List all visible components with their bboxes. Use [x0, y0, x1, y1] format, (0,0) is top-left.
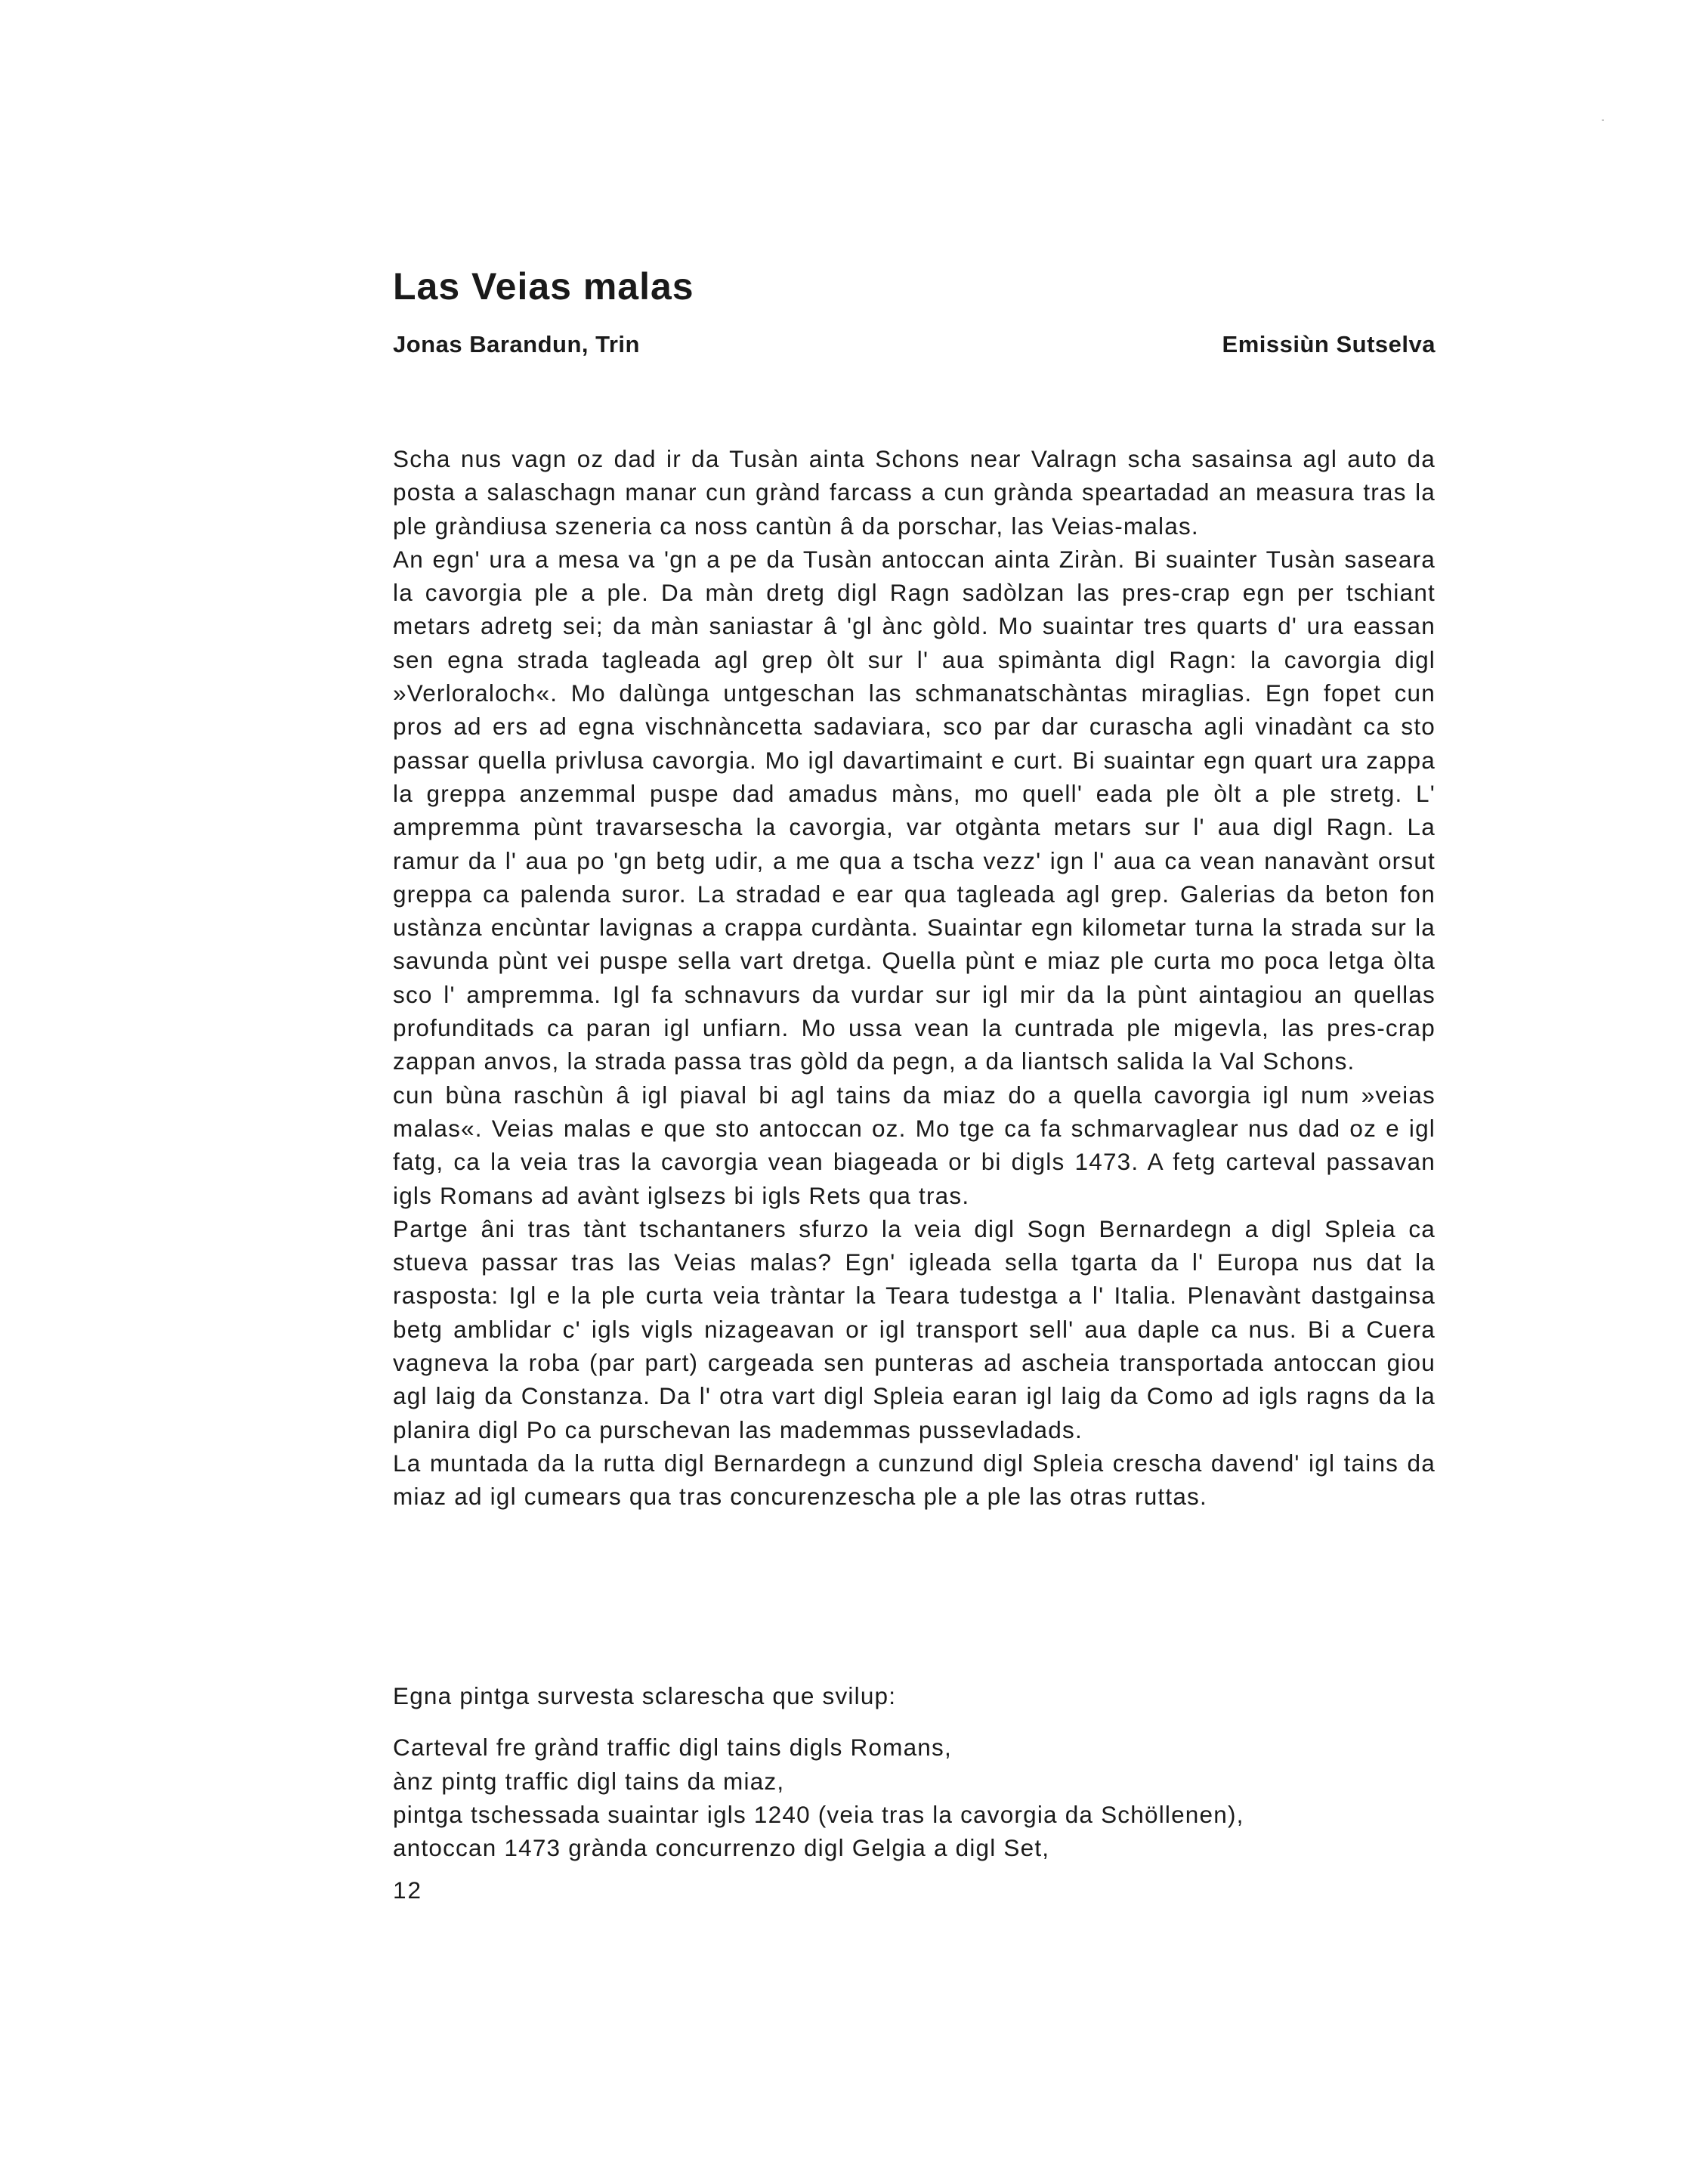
paragraph-3: cun bùna raschùn â igl piaval bi agl tains da miaz do a quella cavorgia igl num »veias malas«. Veias malas e que sto antoccan oz. Mo tge ca fa schmarvaglear nus dad oz e igl fatg, ca la veia tras la cavorgia vean biageada or bi digls 1473. A fetg carteval passavan igls Romans ad avànt iglsezs bi igls Rets qua tras.	[393, 1081, 1436, 1209]
survey-section	[393, 1679, 1436, 1864]
article-body	[393, 442, 1436, 1514]
survey-line: pintga tschessada suaintar igls 1240 (veia tras la cavorgia da Schöllenen),	[393, 1800, 1244, 1828]
page-number: 12	[393, 1876, 423, 1904]
survey-line: ànz pintg traffic digl tains da miaz,	[393, 1767, 785, 1795]
paragraph-2: An egn' ura a mesa va 'gn a pe da Tusàn antoccan ainta Ziràn. Bi suainter Tusàn saseara la cavorgia ple a ple. Da màn dretg digl Ragn sadòlzan las pres-crap egn per tschiant metars adretg sei; da màn saniastar â 'gl ànc gòld. Mo suaintar tres quarts d' ura eassan sen egna strada tagleada agl grep òlt sur l' aua spimànta digl Ragn: la cavorgia digl »Verloraloch«. Mo dalùnga untgeschan las schmanatschàntas miraglias. Egn fopet cun pros ad ers ad egna vischnàncetta sadaviara, sco par dar curascha agli vinadànt ca sto passar quella privlusa cavorgia. Mo igl davartimaint e curt. Bi suaintar egn quart ura zappa la greppa anzemmal puspe dad amadus màns, mo quell' eada ple òlt a ple stretg. L' ampremma pùnt travarsescha la cavorgia, var otgànta metars sur l' aua digl Ragn. La ramur da l' aua po 'gn betg udir, a me qua a tscha vezz' ign l' aua ca vean nanavànt orsut greppa ca palenda suror. La stradad e ear qua tagleada agl grep. Galerias da beton fon ustànza encùntar lavignas a crappa curdànta. Suaintar egn kilometar turna la strada sur la savunda pùnt vei puspe sella vart dretga. Quella pùnt e miaz ple curta mo poca letga òlta sco l' ampremma. Igl fa schnavurs da vurdar sur igl mir da la pùnt aintagiou an quellas profunditads ca paran igl unfiarn. Mo ussa vean la cuntrada ple migevla, las pres-crap zappan anvos, la strada passa tras gòld da pegn, a da liantsch salida la Val Schons.	[393, 545, 1436, 1075]
survey-line: antoccan 1473 grànda concurrenzo digl Gelgia a digl Set,	[393, 1834, 1050, 1862]
article-title: Las Veias malas	[393, 265, 694, 308]
survey-intro: Egna pintga survesta sclarescha que svilup:	[393, 1682, 897, 1709]
byline	[393, 331, 1436, 358]
paragraph-4: Partge âni tras tànt tschantaners sfurzo la veia digl Sogn Bernardegn a digl Spleia ca stueva passar tras las Veias malas? Egn' igleada sella tgarta da l' Europa nus dat la rasposta: Igl e la ple curta veia tràntar la Teara tudestga a l' Italia. Plenavànt dastgainsa betg amblidar c' igls vigls nizageavan or igl transport sell' aua daple ca nus. Bi a Cuera vagneva la roba (par part) cargeada sen punteras ad ascheia transportada antoccan giou agl laig da Constanza. Da l' otra vart digl Spleia earan igl laig da Como ad igls ragns da la planira digl Po ca purschevan las mademmas pussevladads.	[393, 1214, 1436, 1443]
section-name: Emissiùn Sutselva	[1222, 331, 1436, 357]
survey-line: Carteval fre grànd traffic digl tains digls Romans,	[393, 1734, 952, 1762]
author-name: Jonas Barandun, Trin	[393, 331, 640, 357]
paragraph-5: La muntada da la rutta digl Bernardegn a cunzund digl Spleia crescha davend' igl tains da miaz ad igl cumears qua tras concurenzescha ple a ple las otras ruttas.	[393, 1449, 1436, 1511]
paragraph-1: Scha nus vagn oz dad ir da Tusàn ainta Schons near Valragn scha sasainsa agl auto da posta a salaschagn manar cun grànd farcass a cun grànda speartadad an measura tras la ple gràndiusa szeneria ca noss cantùn â da porschar, las Veias-malas.	[393, 445, 1436, 540]
scan-speck	[1602, 119, 1604, 121]
